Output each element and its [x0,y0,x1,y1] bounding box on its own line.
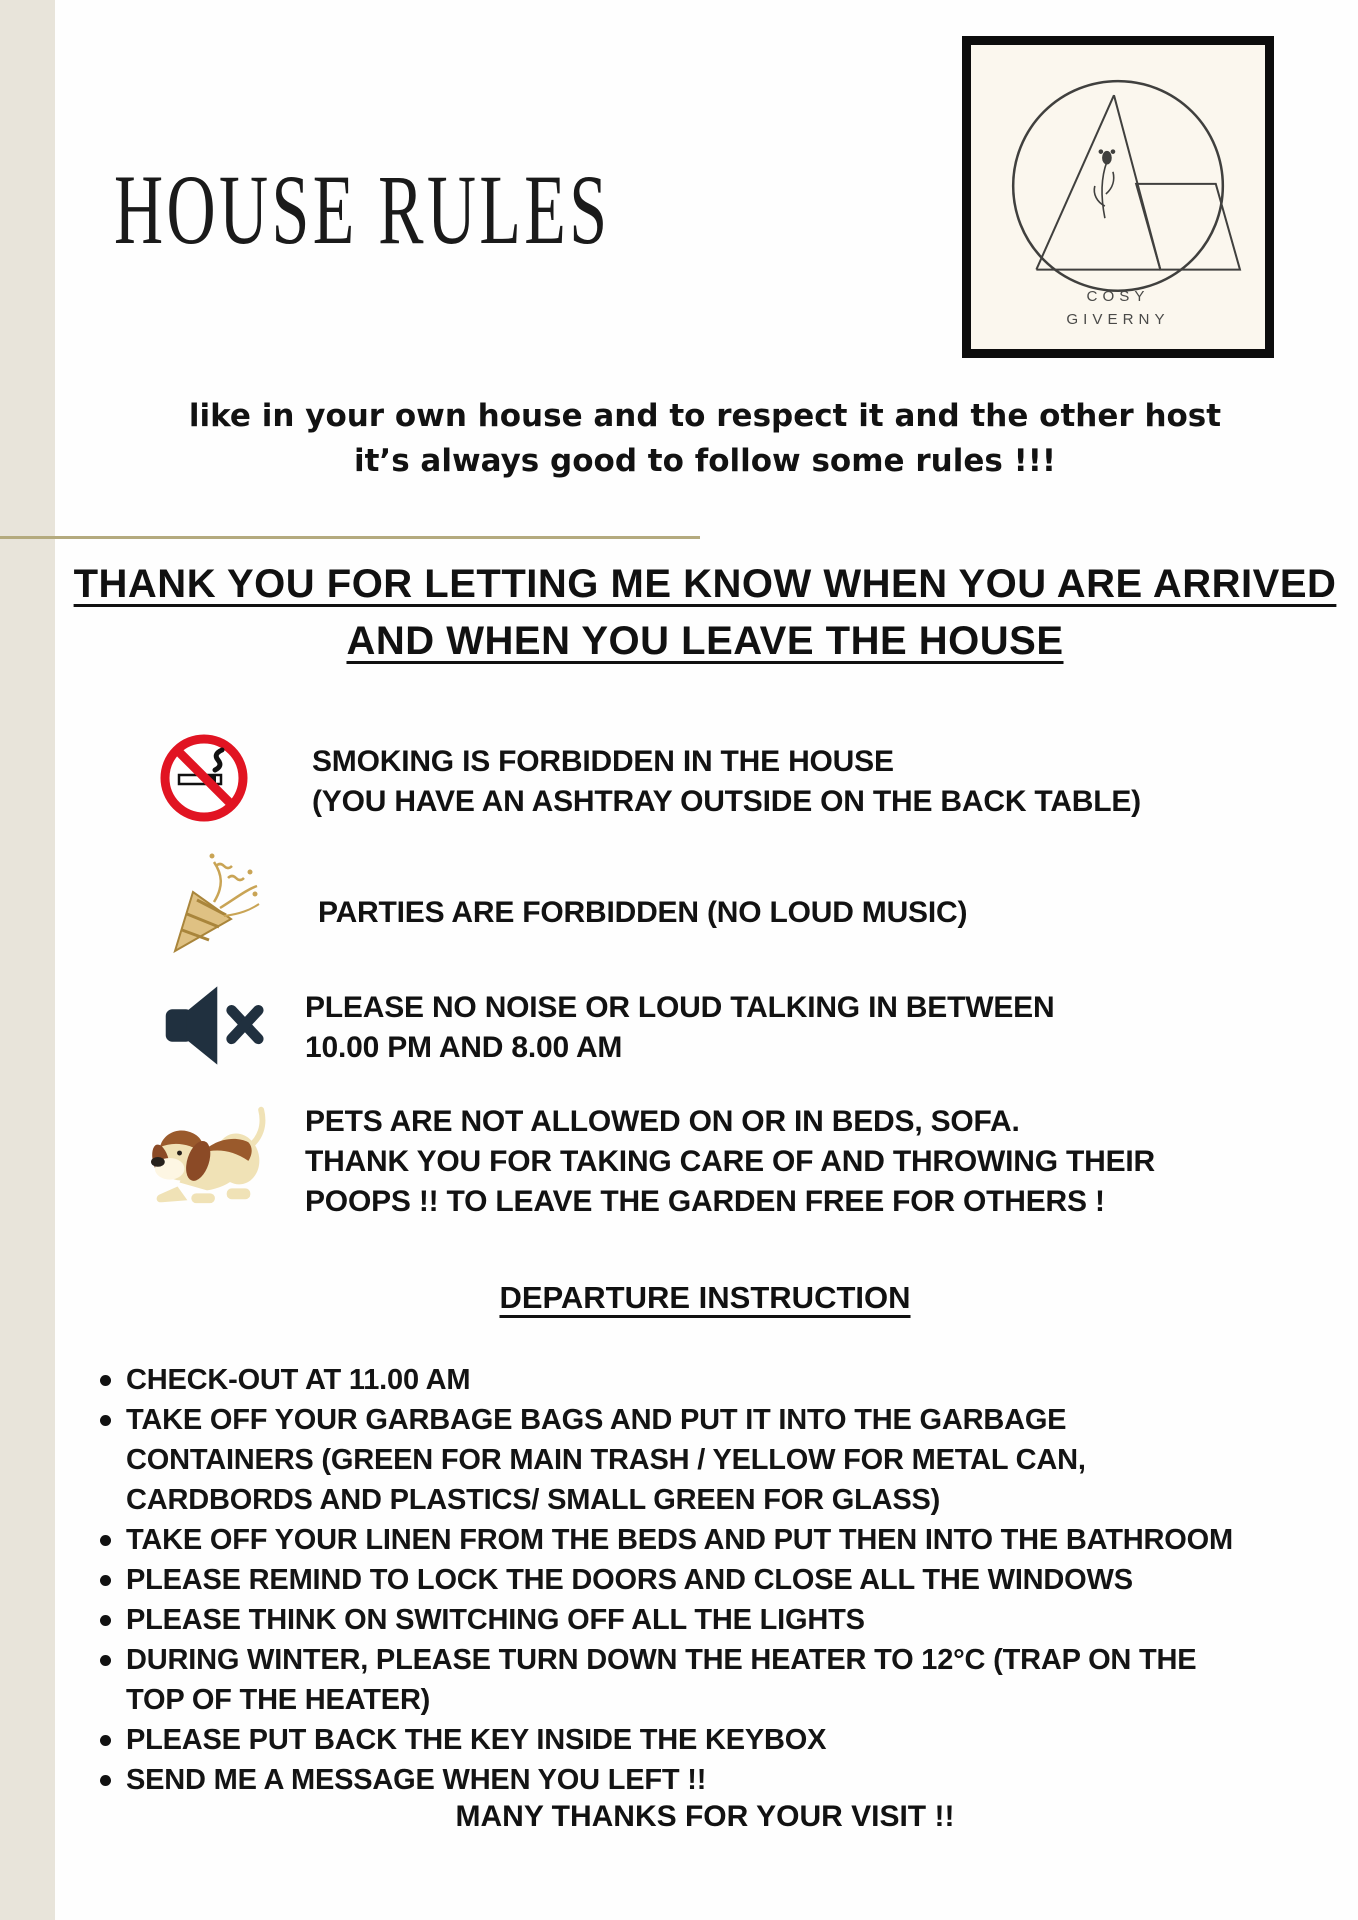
departure-item: CHECK-OUT AT 11.00 AM [93,1360,1253,1400]
rule-pets-line-3: POOPS !! TO LEAVE THE GARDEN FREE FOR OTHERS ! [305,1185,1105,1218]
rule-noise-line-1: PLEASE NO NOISE OR LOUD TALKING IN BETWEEN [305,991,1055,1024]
divider-line [0,536,700,539]
departure-item: PLEASE THINK ON SWITCHING OFF ALL THE LIGHTS [93,1600,1253,1640]
arrival-notice-heading [60,556,1350,670]
logo-box [962,36,1274,358]
logo-text-line2: GIVERNY [1066,311,1170,329]
arrival-notice-line-1: THANK YOU FOR LETTING ME KNOW WHEN YOU ARE ARRIVED [73,562,1337,606]
rule-pets-line-1: PETS ARE NOT ALLOWED ON OR IN BEDS, SOFA. [305,1105,1020,1138]
departure-item: PLEASE REMIND TO LOCK THE DOORS AND CLOSE ALL THE WINDOWS [93,1560,1253,1600]
closing-text: MANY THANKS FOR YOUR VISIT !! [455,1800,955,1833]
no-smoking-icon [158,732,250,824]
rule-smoking-text [312,742,1141,822]
dog-icon [146,1096,274,1214]
logo-text-line1: COSY [1086,287,1150,305]
departure-item: SEND ME A MESSAGE WHEN YOU LEFT !! [93,1760,1253,1800]
flower-sprig-icon [1094,150,1114,218]
intro-line-2: it’s always good to follow some rules !!! [353,443,1057,479]
party-popper-icon [162,850,262,958]
departure-item: PLEASE PUT BACK THE KEY INSIDE THE KEYBOX [93,1720,1253,1760]
departure-heading [60,1280,1350,1316]
muted-speaker-icon [160,980,265,1072]
rule-noise-line-2: 10.00 PM AND 8.00 AM [305,1031,623,1064]
departure-heading-text: DEPARTURE INSTRUCTION [499,1280,911,1315]
rule-pets-line-2: THANK YOU FOR TAKING CARE OF AND THROWING THEIR [305,1145,1156,1178]
rule-pets-text [305,1102,1155,1222]
arrival-notice-line-2: AND WHEN YOU LEAVE THE HOUSE [346,619,1064,663]
rule-parties-line-1: PARTIES ARE FORBIDDEN (NO LOUD MUSIC) [318,896,968,929]
departure-item: TAKE OFF YOUR LINEN FROM THE BEDS AND PUT THEN INTO THE BATHROOM [93,1520,1253,1560]
rule-parties-text [318,893,967,933]
intro-text [60,394,1350,484]
rule-noise-text [305,988,1054,1068]
departure-item: DURING WINTER, PLEASE TURN DOWN THE HEATER TO 12°C (TRAP ON THE TOP OF THE HEATER) [93,1640,1253,1720]
page-title: HOUSE RULES [114,154,611,265]
rule-smoking-line-1: SMOKING IS FORBIDDEN IN THE HOUSE [312,745,894,778]
intro-line-1: like in your own house and to respect it and the other host [188,398,1222,434]
departure-list [93,1360,1253,1800]
rule-smoking-line-2: (YOU HAVE AN ASHTRAY OUTSIDE ON THE BACK TABLE) [312,785,1141,818]
departure-item: TAKE OFF YOUR GARBAGE BAGS AND PUT IT INTO THE GARBAGE CONTAINERS (GREEN FOR MAIN TRASH / YELLOW FOR METAL CAN, CARDBORDS AND PLASTICS/ SMALL GREEN FOR GLASS) [93,1400,1253,1520]
left-margin-strip [0,0,55,1920]
tent-flower-logo-icon [992,64,1244,330]
